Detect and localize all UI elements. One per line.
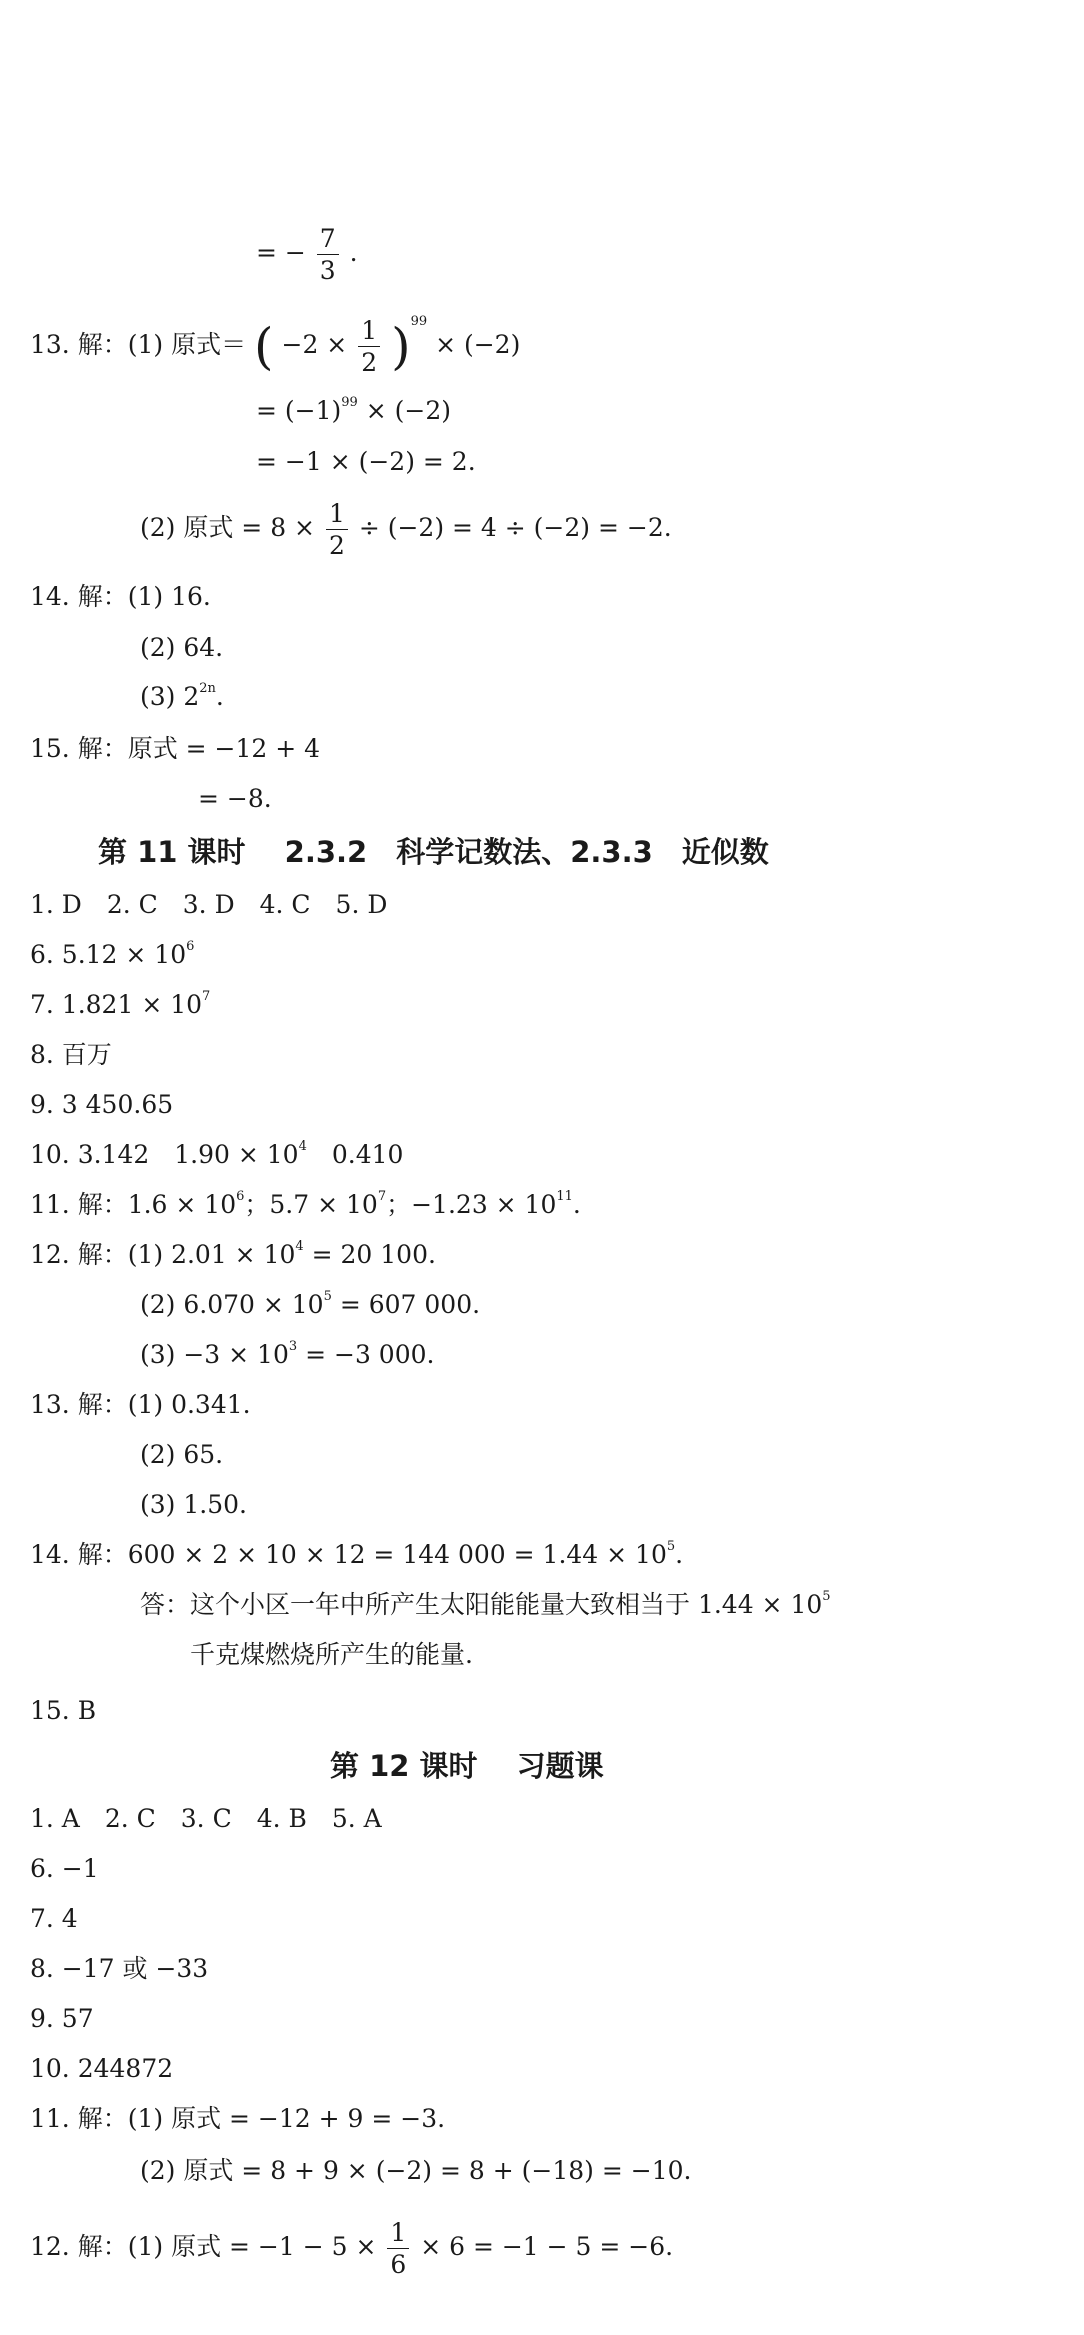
fraction: $\frac{1}{2}$ [326,501,348,558]
right-paren: ) [391,317,411,376]
exponent: 4 [298,1139,307,1154]
exponent: 5 [822,1589,831,1604]
fraction: $\frac{1}{6}$ [387,2220,409,2277]
answer-line: 9. 57 [30,2004,94,2033]
answer-line: 12. 解：(1) $2.01 \times 10^4 = 20$ 100. [30,1239,436,1269]
line-text: × (−2) [435,330,521,359]
line-text: 13. 解：(1) 原式＝ [30,330,247,359]
answer-line: = −1 × (−2) = 2. [256,447,476,476]
answer-line: (2) 原式 = 8 × $\frac{1}{2}$ ÷ (−2) = 4 ÷ (−2) = −2. [140,499,672,560]
answer-line: 15. B [30,1696,97,1725]
exponent: 7 [202,989,211,1004]
line-text: . [349,238,358,267]
exponent: 4 [295,1239,304,1254]
answer-line: 10. 3.142 $1.90 \times 10^4$ 0.410 [30,1139,404,1169]
answer-line: 1. A 2. C 3. C 4. B 5. A [30,1804,382,1833]
line-text: −2 × [281,330,348,359]
answer-line: 7. $1.821 \times 10^7$ [30,989,211,1019]
section-heading: 第 12 课时 习题课 [330,1749,604,1783]
answer-line [256,226,358,283]
exponent: 6 [186,939,195,954]
answer-line: (2) $6.070 \times 10^5 = 607$ 000. [140,1289,481,1319]
answer-line: 11. 解：$1.6 \times 10^6$；$5.7 \times 10^7$；$-1.23 \times 10^{11}$. [30,1189,581,1219]
exponent: 11 [556,1189,573,1204]
answer-line: 7. 4 [30,1904,78,1933]
fraction: $\frac{7}{3}$ [317,226,339,283]
answer-line: (3) 1.50. [140,1490,247,1519]
answer-line: (2) 65. [140,1440,224,1469]
exponent: 5 [323,1289,332,1304]
answer-line: 14. 解：600 × 2 × 10 × 12 = 144 $000 = 1.44 \times 10^5$. [30,1539,684,1569]
answer-line: 13. 解：(1) 0.341. [30,1390,251,1419]
answer-line: 9. 3 450.65 [30,1090,174,1119]
exponent: 7 [377,1189,387,1204]
answer-line: 6. −1 [30,1854,99,1883]
left-paren: ( [254,317,274,376]
answer-line: 15. 解：原式 = −12 + 4 [30,734,321,763]
exponent: 6 [236,1189,245,1204]
line-text: = − [256,238,306,267]
exponent: 99 [341,395,358,410]
answer-line: 1. D 2. C 3. D 4. C 5. D [30,890,388,919]
answer-line: 12. 解：(1) 原式 = −1 − 5 × $\frac{1}{6}$ × 6 = −1 − 5 = −6. [30,2218,674,2279]
answer-line: 10. 244872 [30,2054,174,2083]
answer-line [30,314,521,377]
exponent: 99 [410,314,428,329]
exponent: 2n [199,681,216,696]
answer-line: (2) 原式 = 8 + 9 × (−2) = 8 + (−18) = −10. [140,2156,692,2185]
answer-line: = $(-1)^{99} \times (-2)$ [256,395,452,425]
exponent: 5 [666,1539,676,1554]
answer-line: 千克煤燃烧所产生的能量. [190,1640,473,1669]
fraction: $\frac{1}{2}$ [358,318,380,375]
answer-line: 8. −17 或 −33 [30,1954,209,1983]
answer-line: 6. $5.12 \times 10^6$ [30,939,195,969]
answer-line: 14. 解：(1) 16. [30,582,211,611]
exponent: 3 [288,1339,298,1354]
answer-line: $(3) -3 \times 10^3 = -3$ 000. [140,1339,435,1369]
section-heading: 第 11 课时 2.3.2 科学记数法、2.3.3 近似数 [98,835,769,869]
answer-line: 11. 解：(1) 原式 = −12 + 9 = −3. [30,2104,446,2133]
answer-line: (2) 64. [140,633,224,662]
answer-line: 答：这个小区一年中所产生太阳能能量大致相当于 $1.44 \times 10^5$ [140,1589,831,1619]
answer-line: = −8. [198,784,272,813]
answer-line: 8. 百万 [30,1040,112,1069]
answer-line: (3) $2^{2n}$. [140,681,224,711]
